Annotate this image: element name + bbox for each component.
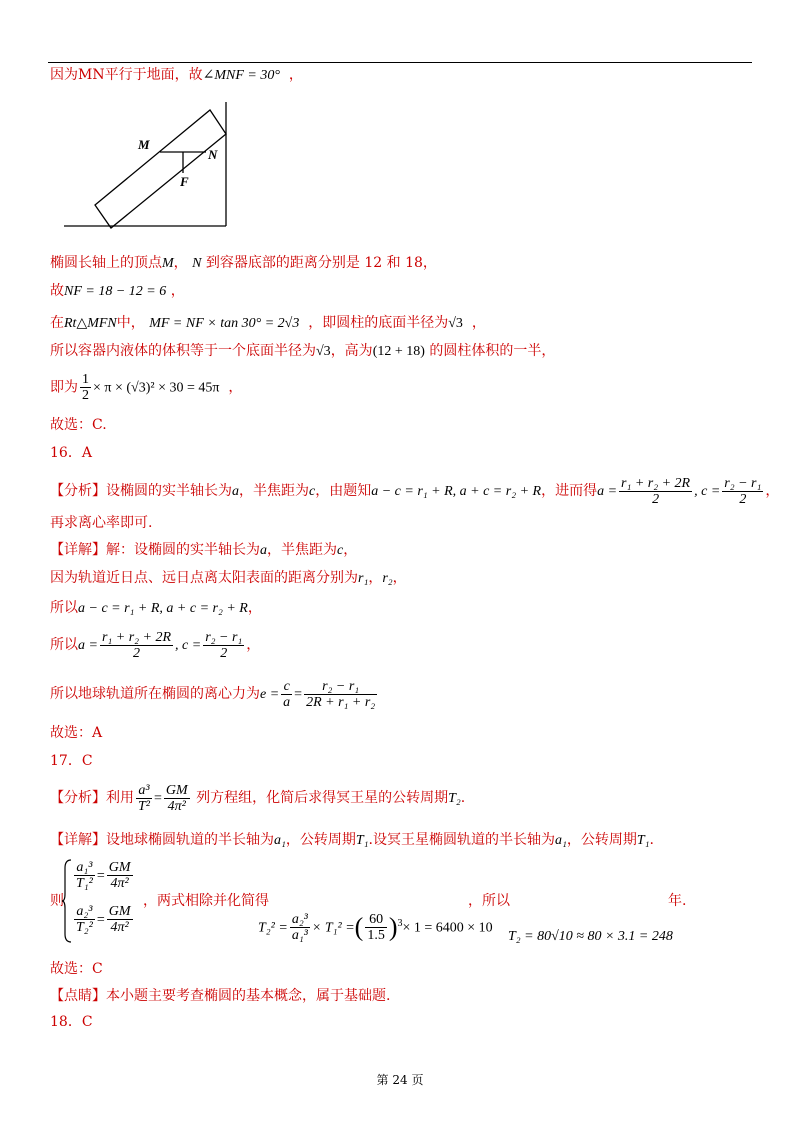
denominator: a₁³	[291, 928, 308, 944]
text: ，公转周期	[566, 832, 637, 848]
numerator: GM	[108, 904, 131, 919]
numerator: c	[281, 679, 292, 695]
numerator: a₂³	[74, 904, 95, 920]
text: 因为MN平行于地面，故	[50, 67, 203, 83]
math: a₁	[274, 833, 286, 848]
page-number: 第 24 页	[376, 1073, 424, 1087]
label-f: F	[180, 174, 189, 189]
text-line	[50, 66, 303, 85]
text: 【分析】设椭圆的实半轴长为	[50, 483, 232, 499]
text: 【分析】利用	[50, 790, 134, 806]
math: T₂² =	[258, 920, 288, 936]
text-line	[50, 675, 379, 714]
text: 【详解】解：设椭圆的实半轴长为	[50, 542, 260, 558]
text: ，	[765, 483, 780, 499]
denominator: 4π²	[110, 876, 129, 891]
text: ，	[368, 570, 383, 586]
text: 中，	[116, 315, 145, 331]
fraction	[107, 904, 133, 935]
text: 椭圆长轴上的顶点	[50, 255, 162, 271]
math: × 1 = 6400 × 10	[402, 920, 493, 936]
text: 所以	[50, 600, 78, 616]
text: ，	[288, 67, 303, 83]
numerator: 1	[82, 372, 89, 387]
text-line: 16．A	[50, 445, 92, 461]
math: e =	[260, 687, 280, 702]
denominator: 2	[82, 388, 89, 403]
math: MF = NF × tan 30° = 2√3	[149, 316, 300, 331]
text-line: 18．C	[50, 1014, 93, 1030]
math: =	[294, 687, 303, 702]
text: .设冥王星椭圆轨道的半长轴为	[368, 832, 555, 848]
label-n: N	[208, 147, 218, 162]
math: , c =	[694, 484, 721, 499]
text: ，	[343, 542, 358, 558]
text-line	[50, 627, 260, 664]
numerator: a³	[136, 783, 152, 799]
math: a	[260, 543, 267, 558]
math: a =	[597, 484, 618, 499]
text: ，进而得	[541, 483, 598, 499]
fraction	[281, 679, 292, 710]
math: × π × (√3)² × 30 = 45π	[93, 380, 220, 396]
text-line	[50, 474, 779, 509]
math: , c =	[175, 638, 202, 653]
math: a₁	[554, 833, 567, 848]
math: r₂	[382, 571, 393, 586]
numerator: r₁ + r₂ + 2R	[101, 629, 172, 645]
text: 到容器底部的距离分别是 12 和 18，	[205, 255, 437, 271]
text: 的圆柱体积的一半，	[429, 343, 556, 359]
denominator: 2	[739, 491, 747, 507]
fraction	[74, 860, 95, 891]
math: c	[309, 484, 316, 499]
math: N	[192, 256, 202, 271]
fraction	[304, 679, 377, 710]
text: ，	[228, 379, 243, 396]
text-line	[50, 599, 262, 618]
math: a − c = r₁ + R, a + c = r₂ + R	[78, 601, 248, 616]
math: NF = 18 − 12 = 6	[64, 284, 167, 299]
fraction	[722, 476, 763, 507]
math: M	[162, 256, 174, 271]
text: ，由题知	[315, 483, 372, 499]
math: T₂ = 80√10 ≈ 80 × 3.1 = 248	[508, 929, 673, 944]
math: T₂	[448, 791, 461, 806]
denominator: 2	[220, 645, 228, 661]
text-line	[50, 254, 437, 273]
denominator: 4π²	[167, 798, 186, 814]
text: ，	[471, 315, 486, 331]
text: ，	[247, 600, 262, 616]
text-line	[50, 314, 486, 333]
math: T₁	[636, 833, 650, 848]
text-line	[50, 342, 555, 361]
fraction	[619, 476, 692, 507]
text-line	[50, 569, 407, 588]
denominator: 2	[652, 491, 660, 507]
text-line: 再求离心率即可.	[50, 515, 153, 531]
text-line: 故选：C	[50, 961, 103, 977]
math: √3	[316, 344, 331, 359]
fraction	[203, 630, 244, 661]
fraction	[107, 860, 133, 891]
label-m: M	[138, 137, 150, 152]
numerator: GM	[108, 860, 131, 875]
numerator: r₁ + r₂ + 2R	[621, 475, 691, 491]
fraction	[74, 904, 95, 935]
text-line: ，所以	[468, 893, 510, 909]
denominator: T²	[138, 798, 150, 814]
equation-system	[62, 858, 142, 944]
text: ，半焦距为	[267, 542, 337, 558]
text: ，	[170, 283, 185, 299]
denominator: 2R + r₁ + r₂	[306, 694, 376, 710]
text-line	[50, 541, 357, 560]
math: √3	[448, 316, 463, 331]
tilted-cylinder	[95, 110, 226, 228]
denominator: 4π²	[110, 920, 129, 935]
math-result	[508, 927, 673, 946]
numerator: 60	[365, 912, 387, 928]
text-line: 年.	[668, 893, 687, 909]
text: .	[649, 832, 654, 848]
text: .	[460, 790, 466, 806]
text: ，半焦距为	[239, 483, 309, 499]
math: (12 + 18)	[372, 344, 425, 359]
text: ，公转周期	[285, 832, 356, 848]
text-line	[50, 282, 185, 301]
brace-icon	[62, 858, 72, 944]
text-line	[50, 779, 465, 818]
math: a − c = r₁ + R, a + c = r₂ + R	[371, 484, 542, 499]
fraction	[136, 783, 152, 814]
math: a	[232, 484, 239, 499]
geometry-figure	[60, 100, 240, 235]
numerator: a₂³	[291, 912, 308, 928]
text-line	[50, 831, 654, 850]
text: ，	[246, 637, 261, 653]
math: T₁	[355, 833, 369, 848]
math: c	[337, 543, 344, 558]
text: 因为轨道近日点、远日点离太阳表面的距离分别为	[50, 570, 358, 586]
text: 【详解】设地球椭圆轨道的半长轴为	[50, 832, 274, 848]
text-line	[50, 372, 242, 404]
numerator: r₂ − r₁	[724, 475, 762, 491]
math: × T₁² =	[311, 920, 355, 936]
text: ，高为	[330, 343, 373, 359]
math: =	[153, 791, 162, 806]
text: ，即圆柱的底面半径为	[308, 315, 449, 331]
math: r₁	[358, 571, 369, 586]
math-derivation: T₂² = $\frac{\text{a₂³}}{\text{a₁³}}$ × T₁² =( $\frac{60}{1.5}$ )$^3$× 1 = 6400 × 10	[258, 912, 493, 944]
text: 列方程组，化简后求得冥王星的公转周期	[196, 790, 449, 806]
text-line: 17．C	[50, 753, 93, 769]
fraction	[100, 630, 173, 661]
denominator: 1.5	[367, 928, 385, 944]
equation-2: $\frac{\text{a₂³}}{\text{T₂²}}$ = $\frac{GM}{\text{4π²}}$	[76, 904, 131, 935]
math: a =	[78, 638, 98, 653]
numerator: r₂ − r₁	[304, 679, 377, 695]
text: 所以容器内液体的体积等于一个底面半径为	[50, 343, 316, 359]
math: Rt△MFN	[64, 316, 117, 331]
text: 故	[50, 283, 64, 299]
text: 即为	[50, 379, 78, 396]
text: 所以地球轨道所在椭圆的离心力为	[50, 686, 260, 702]
text-line: 则	[50, 893, 64, 909]
text-line: ，两式相除并化简得	[143, 893, 269, 909]
text: 所以	[50, 637, 78, 653]
fraction	[164, 783, 190, 814]
fraction	[365, 912, 387, 943]
math: ∠MNF = 30°	[202, 68, 280, 83]
fraction	[80, 372, 91, 403]
header-rule	[48, 62, 752, 63]
text: ，	[173, 255, 188, 271]
equation-1: $\frac{\text{a₁³}}{\text{T₁²}}$ = $\frac{GM}{\text{4π²}}$	[76, 860, 131, 891]
denominator: a	[283, 694, 291, 710]
denominator: T₁²	[76, 876, 93, 891]
text: ，	[392, 570, 407, 586]
denominator: T₂²	[76, 920, 93, 935]
text-line: 故选：C.	[50, 417, 107, 433]
text: 在	[50, 315, 64, 331]
text-line: 故选：A	[50, 725, 103, 741]
fraction	[290, 912, 310, 943]
text-line: 【点睛】本小题主要考查椭圆的基本概念，属于基础题.	[50, 988, 391, 1004]
denominator: 2	[132, 645, 140, 661]
numerator: r₂ − r₁	[205, 629, 243, 645]
numerator: GM	[165, 782, 188, 798]
numerator: a₁³	[74, 860, 95, 876]
